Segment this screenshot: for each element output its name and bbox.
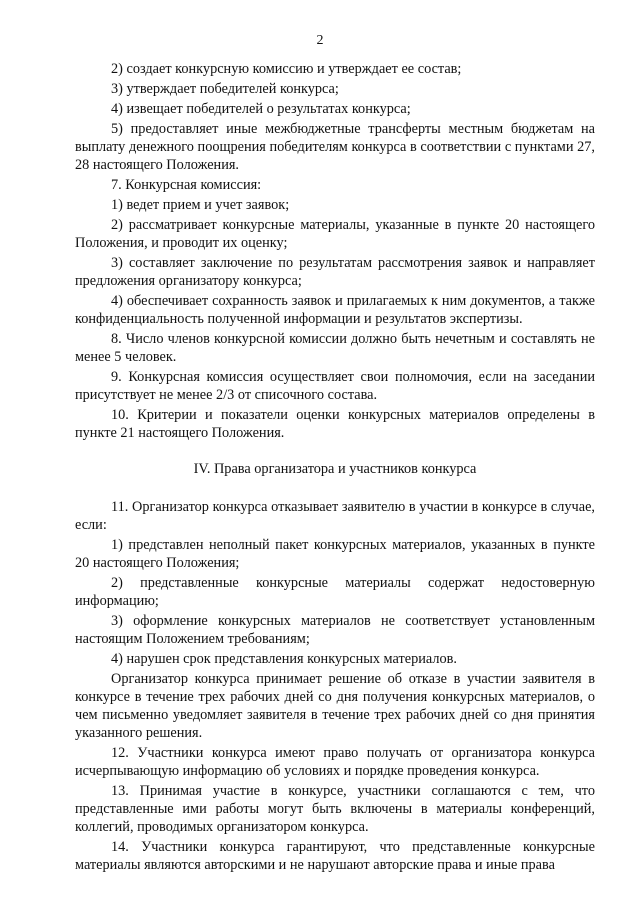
paragraph: 10. Критерии и показатели оценки конкурсных материалов определены в пункте 21 настоящего Положения. xyxy=(75,407,595,441)
paragraph: 2) рассматривает конкурсные материалы, указанные в пункте 20 настоящего Положения, и проводит их оценку; xyxy=(75,217,595,251)
paragraph: 12. Участники конкурса имеют право получать от организатора конкурса исчерпывающую информацию об условиях и порядке проведения конкурса. xyxy=(75,745,595,779)
paragraph: 1) ведет прием и учет заявок; xyxy=(111,197,290,213)
paragraph: 4) извещает победителей о результатах конкурса; xyxy=(111,101,411,117)
paragraph: 4) нарушен срок представления конкурсных материалов. xyxy=(111,651,457,667)
paragraph: 13. Принимая участие в конкурсе, участники соглашаются с тем, что представленные ими работы могут быть включены в материалы конференций, коллегий, проводимых организатором конкурса. xyxy=(75,783,595,835)
section-heading: IV. Права организатора и участников конкурса xyxy=(193,461,477,477)
paragraph: 9. Конкурсная комиссия осуществляет свои полномочия, если на заседании присутствует не менее 2/3 от списочного состава. xyxy=(75,369,595,403)
paragraph: 1) представлен неполный пакет конкурсных материалов, указанных в пункте 20 настоящего Положения; xyxy=(75,537,595,571)
paragraph: 8. Число членов конкурсной комиссии должно быть нечетным и составлять не менее 5 человек. xyxy=(75,331,595,365)
paragraph: 7. Конкурсная комиссия: xyxy=(111,177,262,193)
paragraph: 11. Организатор конкурса отказывает заявителю в участии в конкурсе в случае, если: xyxy=(75,499,595,533)
paragraph: 3) утверждает победителей конкурса; xyxy=(111,81,339,97)
paragraph: 4) обеспечивает сохранность заявок и прилагаемых к ним документов, а также конфиденциальность полученной информации и результатов экспертизы. xyxy=(75,293,595,327)
paragraph: 2) представленные конкурсные материалы содержат недостоверную информацию; xyxy=(75,575,595,609)
paragraph: 3) оформление конкурсных материалов не соответствует установленным настоящим Положением требованиям; xyxy=(75,613,595,647)
paragraph: 3) составляет заключение по результатам рассмотрения заявок и направляет предложения организатору конкурса; xyxy=(75,255,595,289)
paragraph: Организатор конкурса принимает решение об отказе в участии заявителя в конкурсе в течение трех рабочих дней со дня получения конкурсных материалов, о чем письменно уведомляет заявителя в течение трех рабочих дней со дня принятия указанного решения. xyxy=(75,671,595,741)
page-number: 2 xyxy=(316,33,324,48)
paragraph: 5) предоставляет иные межбюджетные трансферты местным бюджетам на выплату денежного поощрения победителям конкурса в соответствии с пунктами 27, 28 настоящего Положения. xyxy=(75,121,595,173)
document-body xyxy=(75,60,595,874)
paragraph: 14. Участники конкурса гарантируют, что представленные конкурсные материалы являются авторскими и не нарушают авторские права и иные права xyxy=(75,839,595,873)
paragraph: 2) создает конкурсную комиссию и утверждает ее состав; xyxy=(111,61,462,77)
